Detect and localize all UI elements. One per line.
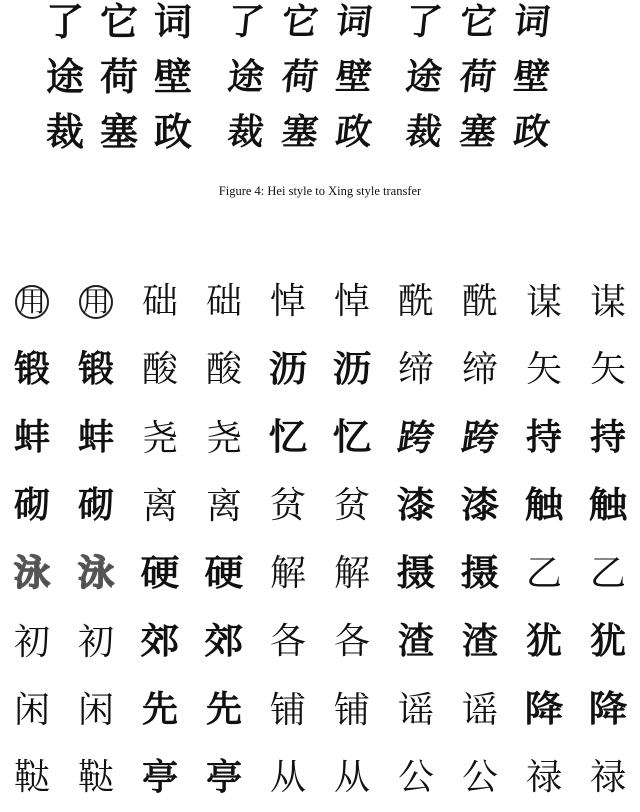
generated-glyph: 鞑 (13, 757, 50, 798)
generated-glyph: 谋 (525, 281, 562, 322)
generated-glyph: 谣 (397, 689, 434, 730)
target-glyph: 础 (205, 281, 242, 322)
glyph: 政 (511, 110, 553, 153)
target-glyph: 闲 (77, 689, 114, 730)
generated-glyph: 郊 (140, 621, 180, 662)
glyph: 壁 (333, 55, 375, 98)
glyph: 裁 (225, 110, 267, 153)
target-glyph: 先 (205, 689, 242, 730)
generated-glyph: 犹 (525, 621, 562, 662)
glyph: 塞 (457, 110, 499, 153)
target-glyph: 跨 (459, 417, 501, 459)
generated-glyph: 尧 (141, 417, 178, 458)
font-style-comparison-grid (0, 268, 640, 798)
glyph: 词 (153, 0, 192, 44)
glyph: 途 (225, 55, 267, 98)
target-glyph: 酸 (205, 349, 242, 390)
generated-glyph: 忆 (268, 417, 308, 458)
seal-glyph: 用 (79, 285, 113, 319)
target-glyph: 郊 (204, 621, 244, 662)
target-glyph: 从 (333, 757, 370, 798)
generated-glyph: 酸 (141, 349, 178, 390)
hei-style-grid (38, 0, 200, 159)
glyph: 途 (45, 54, 84, 99)
target-glyph: 铺 (333, 689, 370, 730)
figure-caption: Figure 4: Hei style to Xing style transfer (218, 184, 422, 198)
xing-style-generated-grid (219, 0, 381, 159)
target-glyph: 持 (589, 417, 626, 458)
generated-glyph: 初 (13, 621, 50, 662)
generated-glyph: 砌 (13, 485, 50, 526)
glyph: 塞 (279, 110, 321, 153)
target-glyph: 尧 (205, 417, 242, 458)
target-glyph: 砌 (77, 485, 114, 526)
figure-4 (0, 0, 640, 198)
glyph: 政 (153, 109, 192, 154)
glyph: 了 (403, 0, 445, 43)
target-glyph: 锻 (77, 349, 114, 390)
generated-glyph: 铺 (269, 689, 306, 730)
target-glyph: 公 (461, 757, 498, 798)
target-glyph: 乙 (589, 553, 626, 594)
generated-glyph: 蚌 (13, 417, 50, 458)
generated-glyph: 闲 (13, 689, 50, 730)
target-glyph: 忆 (332, 417, 372, 458)
generated-glyph: 触 (524, 485, 564, 526)
target-glyph: 离 (205, 485, 242, 526)
glyph: 壁 (153, 54, 192, 99)
target-glyph: 初 (77, 621, 114, 662)
target-glyph: 犹 (589, 621, 626, 662)
generated-glyph: 渣 (397, 621, 434, 662)
target-glyph: 漆 (460, 485, 500, 526)
generated-glyph: 各 (269, 621, 306, 662)
generated-glyph: 贫 (269, 485, 306, 526)
target-glyph: 鞑 (77, 757, 114, 798)
glyph: 它 (279, 0, 321, 43)
target-glyph: 摄 (460, 553, 500, 594)
generated-glyph: 泳 (13, 553, 50, 594)
generated-glyph: 从 (269, 757, 306, 798)
target-glyph: 酰 (461, 281, 498, 322)
generated-glyph: 漆 (396, 485, 436, 526)
target-glyph: 泳 (77, 553, 114, 594)
generated-glyph: 悼 (269, 281, 306, 322)
target-glyph: 沥 (332, 349, 372, 390)
generated-glyph: 沥 (268, 349, 308, 390)
target-glyph: 禄 (589, 757, 626, 798)
glyph: 裁 (403, 110, 445, 153)
xing-style-target-grid (397, 0, 559, 159)
target-glyph: 各 (333, 621, 370, 662)
glyph: 裁 (45, 109, 84, 154)
generated-glyph: 摄 (396, 553, 436, 594)
generated-glyph: 先 (141, 689, 178, 730)
target-glyph: 谣 (461, 689, 498, 730)
glyph: 途 (403, 55, 445, 98)
generated-glyph: 解 (269, 553, 306, 594)
glyph: 词 (511, 0, 553, 43)
generated-glyph: 硬 (140, 553, 180, 594)
target-glyph (64, 268, 128, 336)
target-glyph: 谋 (589, 281, 626, 322)
generated-glyph: 缔 (397, 349, 434, 390)
target-glyph: 触 (588, 485, 628, 526)
target-glyph: 解 (333, 553, 370, 594)
glyph: 荷 (457, 55, 499, 98)
glyph: 它 (457, 0, 499, 43)
glyph: 词 (333, 0, 375, 43)
generated-glyph: 锻 (13, 349, 50, 390)
generated-glyph: 禄 (525, 757, 562, 798)
target-glyph: 蚌 (77, 417, 114, 458)
generated-glyph: 跨 (395, 417, 437, 459)
target-glyph: 矢 (589, 349, 626, 390)
glyph: 荷 (279, 55, 321, 98)
glyph: 塞 (99, 109, 138, 154)
target-glyph: 悼 (333, 281, 370, 322)
target-glyph: 亭 (205, 757, 242, 798)
generated-glyph: 亭 (141, 757, 178, 798)
target-glyph: 缔 (461, 349, 498, 390)
target-glyph: 降 (588, 689, 628, 730)
target-glyph: 硬 (204, 553, 244, 594)
target-glyph: 渣 (461, 621, 498, 662)
generated-glyph: 乙 (525, 553, 562, 594)
glyph: 它 (99, 0, 138, 44)
generated-glyph: 础 (141, 281, 178, 322)
seal-glyph: 用 (15, 285, 49, 319)
generated-glyph: 公 (397, 757, 434, 798)
glyph: 政 (333, 110, 375, 153)
target-glyph: 贫 (333, 485, 370, 526)
glyph: 壁 (511, 55, 553, 98)
glyph: 了 (225, 0, 267, 43)
generated-glyph (0, 268, 64, 336)
generated-glyph: 酰 (397, 281, 434, 322)
generated-glyph: 降 (524, 689, 564, 730)
generated-glyph: 矢 (525, 349, 562, 390)
glyph: 荷 (99, 54, 138, 99)
glyph: 了 (45, 0, 84, 44)
generated-glyph: 持 (525, 417, 562, 458)
generated-glyph: 离 (141, 485, 178, 526)
